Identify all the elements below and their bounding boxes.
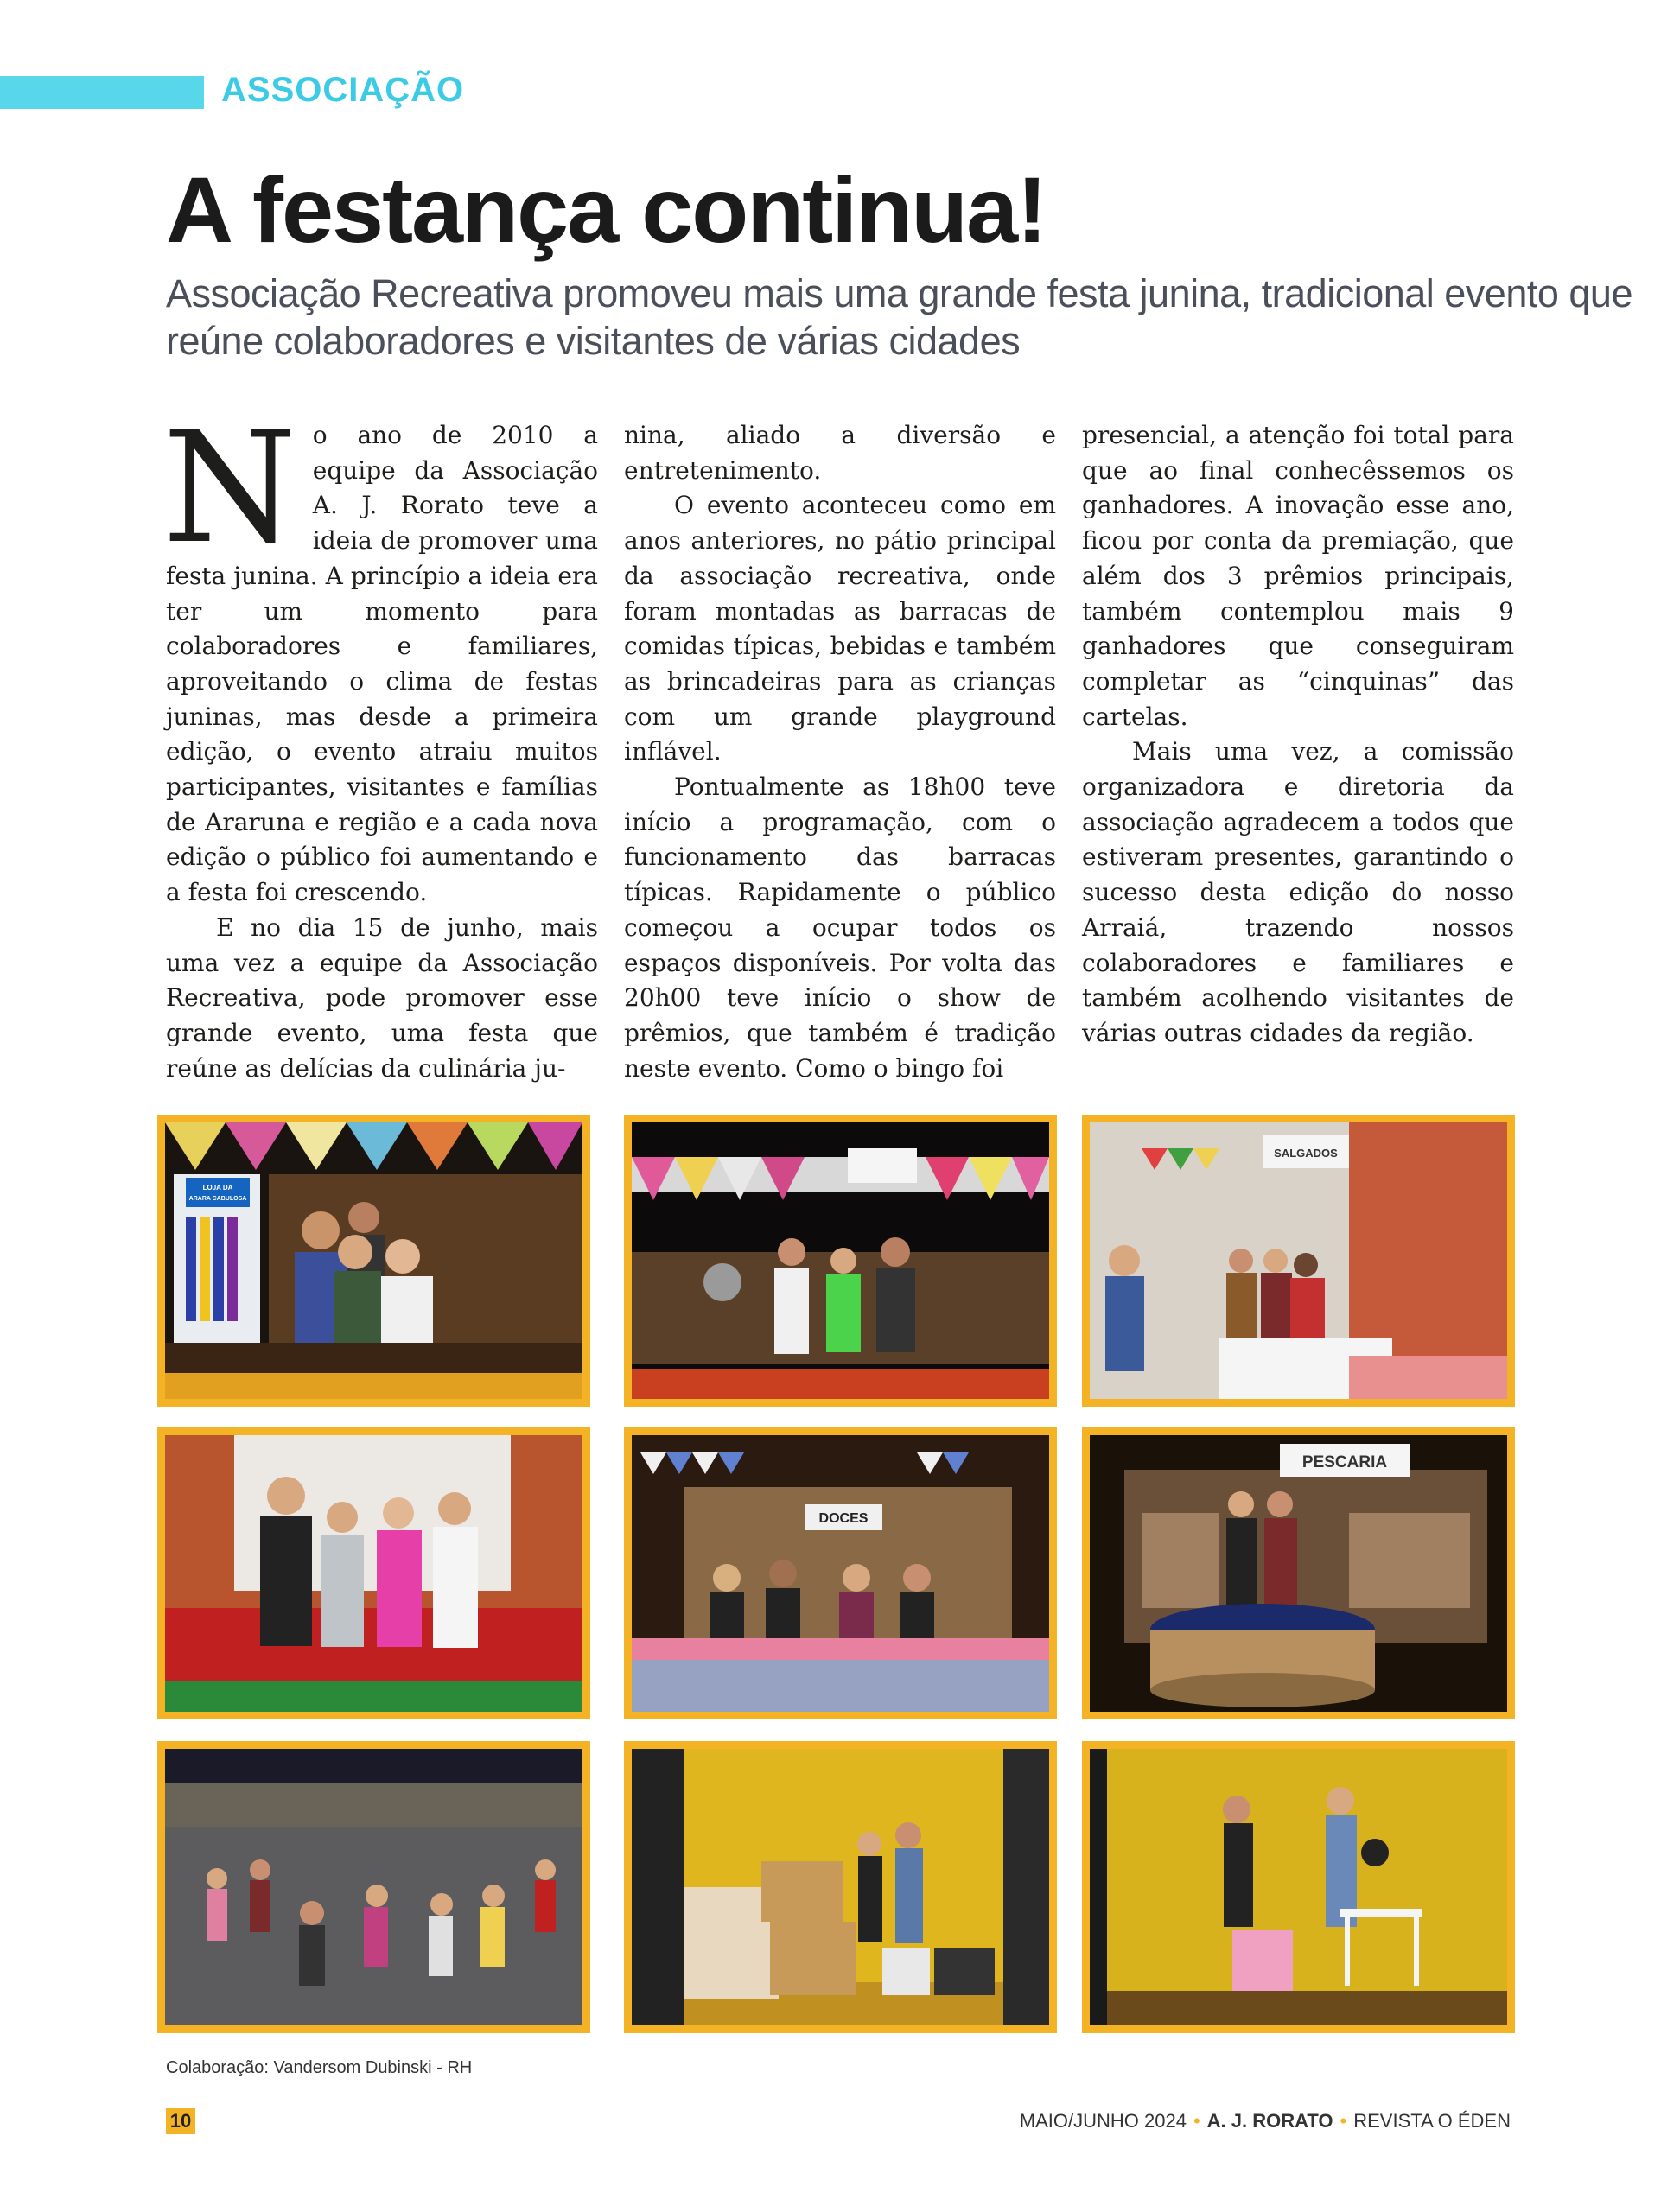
photo-stage-mc [1082, 1741, 1515, 2033]
section-label: ASSOCIAÇÃO [221, 71, 465, 109]
separator-dot: • [1340, 2110, 1347, 2132]
svg-text:SALGADOS: SALGADOS [1274, 1147, 1338, 1160]
text-column-2 [624, 418, 1056, 1086]
footer-issue-info [1020, 2110, 1511, 2133]
photo-salgados [1082, 1115, 1515, 1407]
page-number: 10 [166, 2108, 195, 2134]
article-headline: A festança continua! [166, 157, 1047, 262]
svg-text:LOJA DA: LOJA DA [202, 1184, 233, 1192]
svg-text:ARARA CABULOSA: ARARA CABULOSA [188, 1196, 247, 1202]
separator-dot: • [1193, 2110, 1200, 2132]
photo-prizes [624, 1741, 1057, 2033]
svg-text:PESCARIA: PESCARIA [1301, 1453, 1388, 1471]
drop-cap: N [162, 398, 297, 577]
photo-loja-arara [157, 1115, 590, 1407]
photo-food-stall [624, 1115, 1057, 1407]
paragraph: Mais uma vez, a comissão organizadora e diretoria da associação agradecem a todos que estiveram presentes, garantindo o sucesso desta edição do nosso Arraiá, trazendo nossos colaboradores e familiares e também acolhendo visitantes de várias outras cidades da região. [1082, 737, 1514, 1047]
text-column-3 [1082, 418, 1514, 1052]
paragraph: No ano de 2010 a equipe da Associação A. J. Rorato teve a ideia de promover uma festa junina. A princípio a ideia era ter um momento para colaboradores e familiares, aproveitando o clima de festas juninas, mas desde a primeira edição, o evento atraiu muitos participantes, visitantes e famílias de Araruna e região e a cada nova edição o público foi aumentando e a festa foi crescendo. [162, 398, 598, 907]
photo-doces [624, 1427, 1057, 1719]
section-color-bar [0, 76, 204, 109]
svg-text:DOCES: DOCES [818, 1511, 869, 1526]
paragraph: O evento aconteceu como em anos anteriores, no pátio principal da associação recreativa, onde foram montadas as barracas de comidas típicas, bebidas e também as brincadeiras para as crianças com um grande playground inflável. [624, 491, 1056, 766]
photo-pescaria [1082, 1427, 1515, 1719]
brand-name: A. J. RORATO [1206, 2110, 1333, 2132]
paragraph: Pontualmente as 18h00 teve início a programação, com o funcionamento das barracas típicas. Rapidamente o público começou a ocupar todos os espaços disponíveis. Por volta das 20h00 teve início o show de prêmios, que também é tradição neste evento. Como o bingo foi [624, 772, 1056, 1083]
photo-directors [157, 1427, 590, 1719]
paragraph: E no dia 15 de junho, mais uma vez a equipe da Associação Recreativa, pode promover esse grande evento, uma festa que reúne as delícias da culinária ju- [166, 912, 598, 1083]
paragraph: presencial, a atenção foi total para que ao final conhecêssemos os ganhadores. A inovação esse ano, ficou por conta da premiação, que além dos 3 prêmios principais, também contemplou mais 9 ganhadores que conseguiram completar as “cinquinas” das cartelas. [1082, 421, 1514, 731]
paragraph: nina, aliado a diversão e entretenimento. [624, 421, 1056, 485]
magazine-name: REVISTA O ÉDEN [1353, 2110, 1511, 2132]
photo-crowd-dance [157, 1741, 590, 2033]
photo-credit-caption: Colaboração: Vandersom Dubinski - RH [166, 2058, 473, 2077]
article-subhead: Associação Recreativa promoveu mais uma grande festa junina, tradicional evento que reúne colaboradores e visitantes de várias cidades [166, 271, 1632, 363]
text-column-1 [162, 398, 598, 1086]
issue-date: MAIO/JUNHO 2024 [1019, 2110, 1187, 2132]
